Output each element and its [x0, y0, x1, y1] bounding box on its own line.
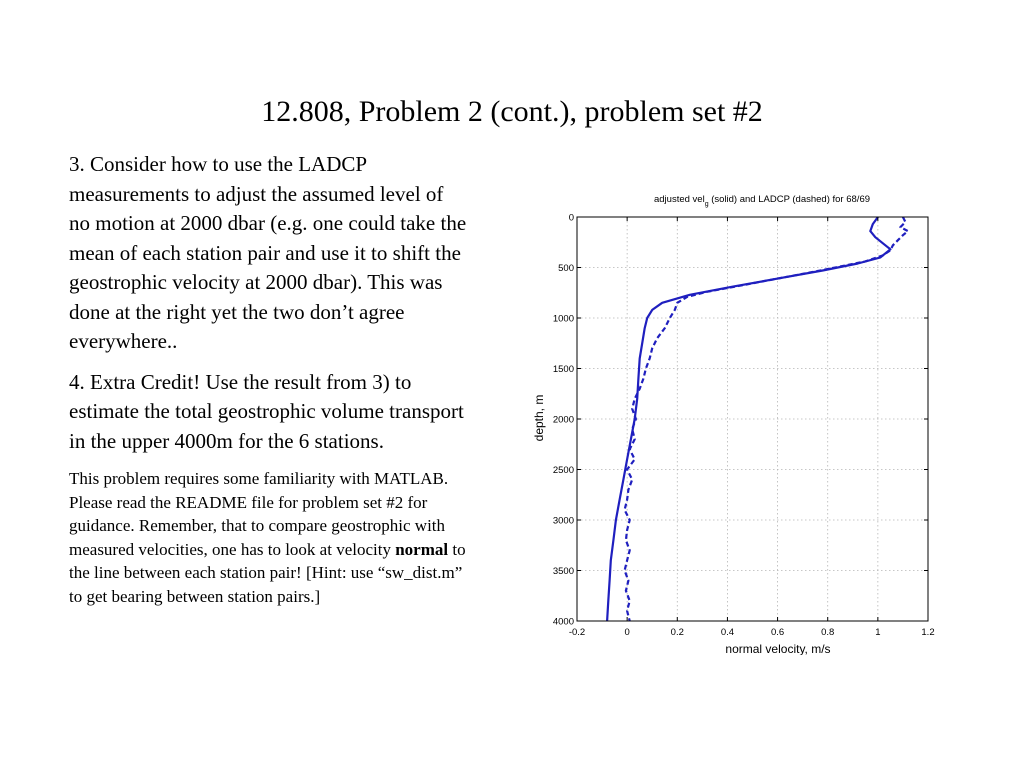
x-tick-label: 1: [875, 627, 881, 638]
matlab-note-start: This problem requires some familiarity with MATLAB. Please read the README file for problem set #2 for guidance. Remember, that to compare geostrophic with measured velocities, one has to look at velocity: [69, 469, 449, 559]
y-tick-label: 3500: [552, 566, 574, 577]
question-3: 3. Consider how to use the LADCP measurements to adjust the assumed level of no motion at 2000 dbar (e.g. one could take the mean of each station pair and use it to shift the geostrophic velocity at 2000 dbar). This was done at the right yet the two don’t agree everywhere..: [69, 152, 467, 353]
y-tick-label: 2000: [552, 414, 574, 426]
x-axis-label: normal velocity, m/s: [725, 642, 831, 655]
y-tick-label: 1500: [552, 364, 574, 375]
question-4: 4. Extra Credit! Use the result from 3) to estimate the total geostrophic volume transport in the upper 4000m for the 6 stations.: [69, 369, 464, 453]
matlab-note-end: to the line between each station pair! [Hint: use “sw_dist.m” to get bearing between station pairs.]: [69, 539, 466, 606]
x-tick-label: 0: [624, 627, 630, 638]
y-axis-label: depth, m: [532, 394, 546, 442]
x-tick-label: 0.2: [670, 627, 684, 638]
slide-title: 12.808, Problem 2 (cont.), problem set #2: [261, 95, 763, 128]
x-tick-label: 1.2: [921, 627, 935, 638]
y-tick-label: 0: [568, 212, 574, 224]
x-tick-label: 0.6: [770, 627, 785, 638]
text-column: [69, 150, 469, 609]
velocity-depth-chart: [520, 185, 960, 655]
x-tick-label: 0.4: [720, 627, 735, 638]
matlab-note-bold: normal: [395, 539, 449, 559]
y-tick-label: 500: [558, 263, 574, 274]
x-tick-label: 0.8: [821, 627, 835, 638]
x-tick-label: -0.2: [568, 627, 586, 638]
matlab-note: [69, 467, 469, 609]
y-tick-label: 2500: [552, 465, 574, 476]
y-tick-label: 1000: [552, 313, 574, 325]
chart-title: adjusted vel$_g$ (solid) and LADCP (dashed) for 68/69: [653, 194, 871, 208]
y-tick-label: 4000: [552, 616, 574, 628]
grid-lines: [577, 217, 928, 621]
y-tick-label: 3000: [552, 515, 574, 527]
